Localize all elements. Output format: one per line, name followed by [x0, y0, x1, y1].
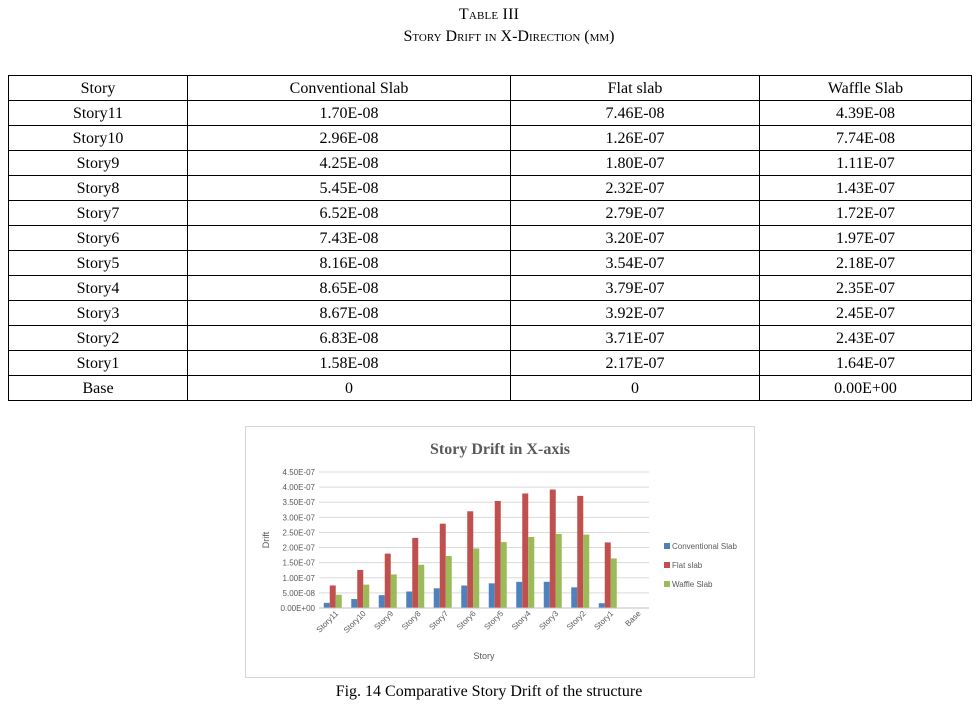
chart-container	[245, 426, 755, 678]
cell-story: Story3	[9, 301, 188, 326]
cell-conventional-slab: 7.43E-08	[188, 226, 511, 251]
table-row	[9, 351, 972, 376]
legend-swatch	[664, 581, 670, 587]
x-tick-label: Story2	[564, 609, 588, 632]
bar-waffle-slab	[446, 556, 452, 608]
cell-waffle-slab: 2.35E-07	[760, 276, 972, 301]
cell-flat-slab: 3.79E-07	[511, 276, 760, 301]
cell-story: Story7	[9, 201, 188, 226]
bar-conventional-slab	[544, 582, 550, 608]
table-row	[9, 101, 972, 126]
bar-flat-slab	[522, 493, 528, 608]
cell-waffle-slab: 4.39E-08	[760, 101, 972, 126]
x-tick-label: Story1	[592, 609, 616, 632]
table-row	[9, 176, 972, 201]
cell-waffle-slab: 1.97E-07	[760, 226, 972, 251]
cell-conventional-slab: 1.70E-08	[188, 101, 511, 126]
legend-label: Flat slab	[672, 561, 703, 570]
x-tick-label: Story5	[482, 609, 506, 632]
cell-story: Story6	[9, 226, 188, 251]
bar-waffle-slab	[611, 558, 617, 608]
y-tick-label: 1.00E-07	[282, 573, 315, 583]
legend-label: Conventional Slab	[672, 542, 737, 551]
table-row	[9, 251, 972, 276]
table-row	[9, 276, 972, 301]
figure-caption: Fig. 14 Comparative Story Drift of the structure	[335, 683, 643, 700]
cell-story: Story1	[9, 351, 188, 376]
bar-flat-slab	[495, 501, 501, 608]
bar-conventional-slab	[351, 599, 357, 608]
cell-conventional-slab: 8.67E-08	[188, 301, 511, 326]
bar-waffle-slab	[391, 574, 397, 608]
x-tick-label: Story6	[454, 609, 478, 632]
cell-conventional-slab: 0	[188, 376, 511, 401]
cell-waffle-slab: 2.43E-07	[760, 326, 972, 351]
x-tick-label: Story10	[341, 609, 368, 635]
bar-waffle-slab	[528, 537, 534, 608]
cell-flat-slab: 1.26E-07	[511, 126, 760, 151]
cell-story: Story8	[9, 176, 188, 201]
bar-waffle-slab	[473, 548, 479, 608]
table-row	[9, 326, 972, 351]
y-tick-label: 3.00E-07	[282, 513, 315, 523]
bar-flat-slab	[467, 511, 473, 608]
table-row	[9, 226, 972, 251]
bar-flat-slab	[385, 554, 391, 608]
x-tick-label: Story8	[399, 609, 423, 632]
table-row	[9, 151, 972, 176]
x-tick-label: Story4	[509, 609, 533, 632]
y-tick-label: 4.50E-07	[282, 468, 315, 477]
bar-waffle-slab	[418, 565, 424, 608]
bar-conventional-slab	[516, 582, 522, 608]
bar-flat-slab	[605, 542, 611, 608]
x-tick-label: Story9	[372, 609, 396, 632]
header-conventional-slab: Conventional Slab	[188, 76, 511, 101]
cell-story: Story11	[9, 101, 188, 126]
cell-story: Story10	[9, 126, 188, 151]
table-header-row	[9, 76, 972, 101]
cell-story: Story5	[9, 251, 188, 276]
x-tick-label: Story3	[537, 609, 561, 632]
legend-label: Waffle Slab	[672, 580, 713, 589]
bar-conventional-slab	[571, 587, 577, 608]
cell-conventional-slab: 1.58E-08	[188, 351, 511, 376]
cell-conventional-slab: 6.83E-08	[188, 326, 511, 351]
bar-waffle-slab	[583, 535, 589, 608]
bar-conventional-slab	[461, 586, 467, 608]
x-axis-label: Story	[473, 651, 495, 661]
cell-conventional-slab: 6.52E-08	[188, 201, 511, 226]
cell-conventional-slab: 4.25E-08	[188, 151, 511, 176]
table-body	[9, 101, 972, 401]
x-tick-label: Story7	[427, 609, 451, 632]
bar-waffle-slab	[336, 595, 342, 608]
x-tick-label: Story11	[314, 609, 341, 635]
bar-conventional-slab	[434, 588, 440, 608]
story-drift-table	[8, 75, 972, 401]
bar-flat-slab	[440, 524, 446, 608]
cell-waffle-slab: 1.64E-07	[760, 351, 972, 376]
header-waffle-slab: Waffle Slab	[760, 76, 972, 101]
bar-conventional-slab	[379, 595, 385, 608]
cell-story: Story2	[9, 326, 188, 351]
cell-flat-slab: 1.80E-07	[511, 151, 760, 176]
drift-bar-chart	[246, 427, 754, 677]
chart-title: Story Drift in X-axis	[430, 441, 570, 458]
cell-flat-slab: 3.54E-07	[511, 251, 760, 276]
legend-swatch	[664, 562, 670, 568]
table-title: Story Drift in X-Direction (mm)	[403, 28, 615, 45]
bar-conventional-slab	[406, 592, 412, 608]
y-axis-label: Drift	[261, 531, 271, 549]
cell-waffle-slab: 1.11E-07	[760, 151, 972, 176]
cell-waffle-slab: 2.45E-07	[760, 301, 972, 326]
bar-waffle-slab	[363, 585, 369, 608]
bar-flat-slab	[357, 570, 363, 608]
bar-flat-slab	[550, 490, 556, 608]
table-label: Table III	[458, 6, 520, 23]
table-row	[9, 126, 972, 151]
cell-flat-slab: 2.32E-07	[511, 176, 760, 201]
cell-story: Story9	[9, 151, 188, 176]
cell-waffle-slab: 1.43E-07	[760, 176, 972, 201]
bar-waffle-slab	[501, 542, 507, 608]
cell-conventional-slab: 8.16E-08	[188, 251, 511, 276]
y-tick-label: 0.00E+00	[280, 604, 315, 613]
bar-flat-slab	[330, 585, 336, 608]
cell-waffle-slab: 0.00E+00	[760, 376, 972, 401]
cell-conventional-slab: 5.45E-08	[188, 176, 511, 201]
cell-conventional-slab: 2.96E-08	[188, 126, 511, 151]
cell-flat-slab: 3.20E-07	[511, 226, 760, 251]
cell-story: Base	[9, 376, 188, 401]
header-story: Story	[9, 76, 188, 101]
cell-flat-slab: 7.46E-08	[511, 101, 760, 126]
bar-conventional-slab	[599, 603, 605, 608]
bar-waffle-slab	[556, 534, 562, 608]
cell-waffle-slab: 1.72E-07	[760, 201, 972, 226]
table-row	[9, 301, 972, 326]
cell-conventional-slab: 8.65E-08	[188, 276, 511, 301]
cell-flat-slab: 0	[511, 376, 760, 401]
y-tick-label: 5.00E-08	[282, 588, 315, 598]
bar-flat-slab	[577, 496, 583, 608]
table-row	[9, 201, 972, 226]
cell-waffle-slab: 7.74E-08	[760, 126, 972, 151]
cell-waffle-slab: 2.18E-07	[760, 251, 972, 276]
bar-conventional-slab	[324, 603, 330, 608]
cell-story: Story4	[9, 276, 188, 301]
y-tick-label: 3.50E-07	[282, 498, 315, 508]
cell-flat-slab: 3.71E-07	[511, 326, 760, 351]
bar-conventional-slab	[489, 583, 495, 608]
y-tick-label: 2.00E-07	[282, 543, 315, 553]
legend-swatch	[664, 543, 670, 549]
y-tick-label: 1.50E-07	[282, 558, 315, 568]
bar-flat-slab	[412, 538, 418, 608]
cell-flat-slab: 2.17E-07	[511, 351, 760, 376]
cell-flat-slab: 2.79E-07	[511, 201, 760, 226]
header-flat-slab: Flat slab	[511, 76, 760, 101]
x-tick-label: Base	[623, 609, 643, 629]
y-tick-label: 2.50E-07	[282, 528, 315, 538]
cell-flat-slab: 3.92E-07	[511, 301, 760, 326]
table-row	[9, 376, 972, 401]
y-tick-label: 4.00E-07	[282, 483, 315, 493]
